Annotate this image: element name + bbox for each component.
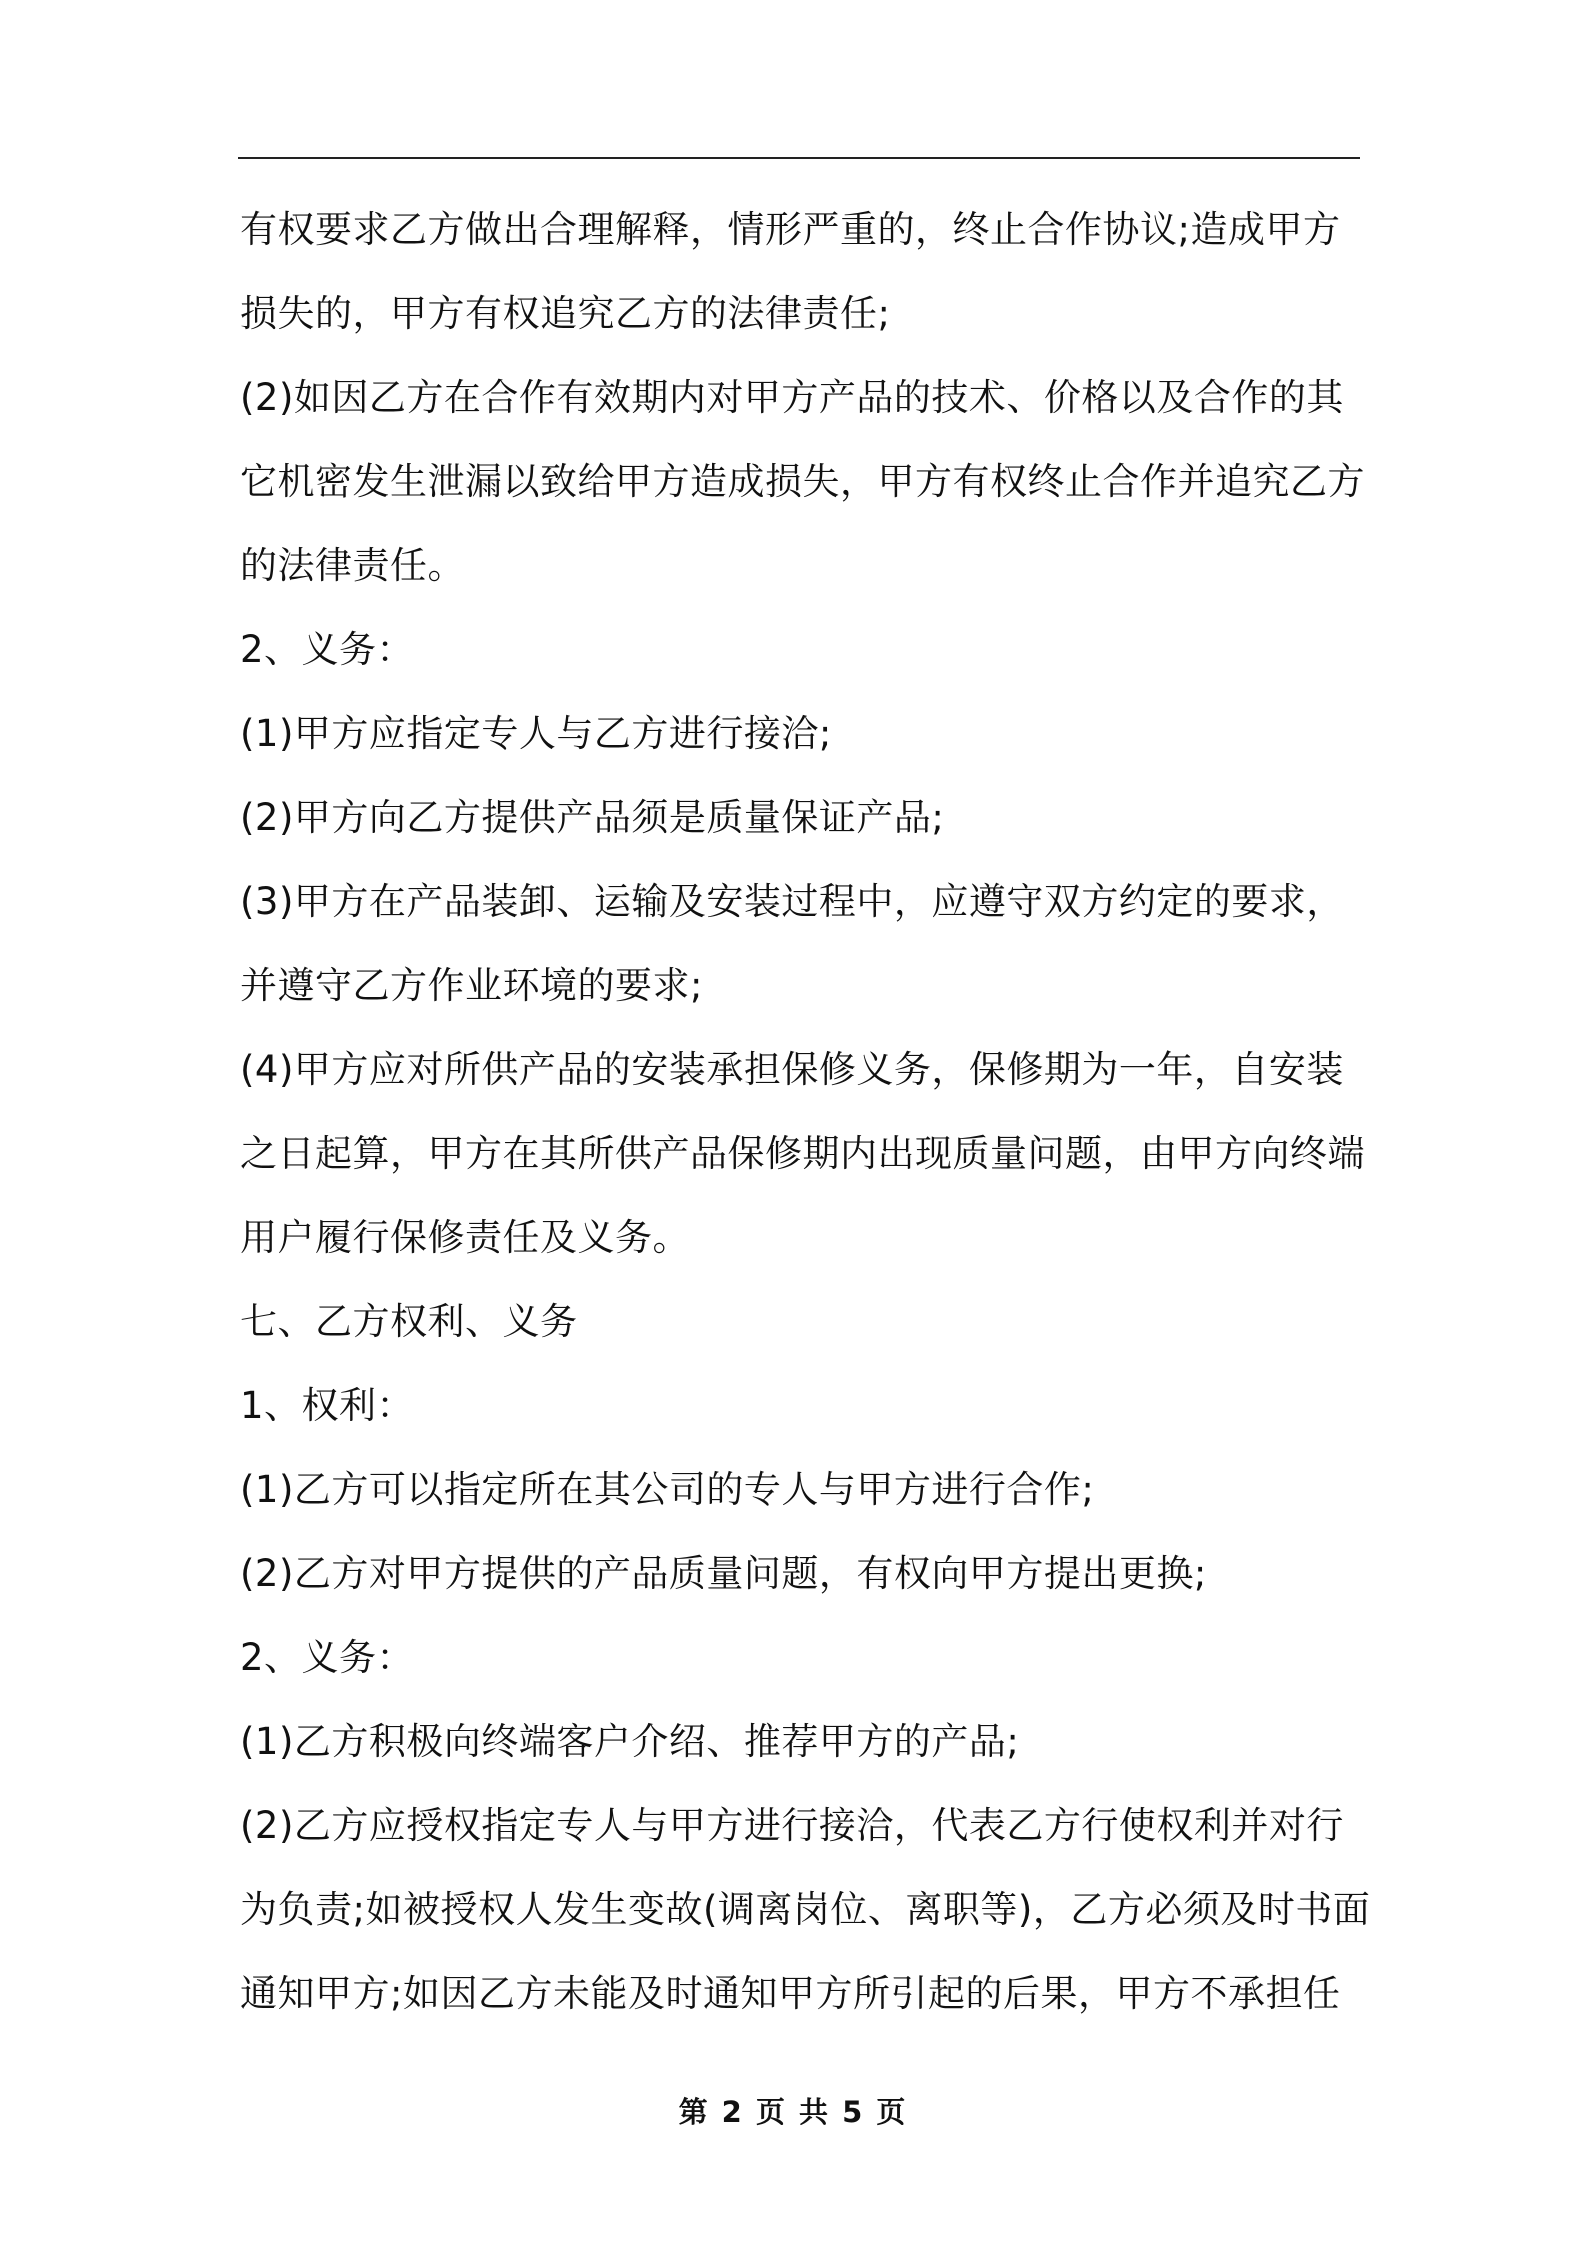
text-line: 通知甲方;如因乙方未能及时通知甲方所引起的后果，甲方不承担任 [240,1972,1341,2015]
document-body [240,188,1371,2036]
text-line: 的法律责任。 [240,544,465,587]
section-heading: 七、乙方权利、义务 [240,1300,578,1343]
section-heading: 2、义务： [240,628,415,671]
text-line: (4)甲方应对所供产品的安装承担保修义务，保修期为一年，自安装 [240,1048,1344,1091]
text-line: (2)如因乙方在合作有效期内对甲方产品的技术、价格以及合作的其 [240,376,1344,419]
text-line: 损失的，甲方有权追究乙方的法律责任; [240,292,891,335]
text-line: (1)乙方可以指定所在其公司的专人与甲方进行合作; [240,1468,1095,1511]
text-line: 它机密发生泄漏以致给甲方造成损失，甲方有权终止合作并追究乙方 [240,460,1365,503]
page-number-footer: 第 2 页 共 5 页 [678,2095,908,2129]
text-line: (2)乙方对甲方提供的产品质量问题，有权向甲方提出更换; [240,1552,1207,1595]
text-line: 有权要求乙方做出合理解释，情形严重的，终止合作协议;造成甲方 [240,208,1341,251]
text-line: 并遵守乙方作业环境的要求; [240,964,703,1007]
header-divider [238,157,1360,159]
text-line: (1)甲方应指定专人与乙方进行接洽; [240,712,832,755]
text-line: 为负责;如被授权人发生变故(调离岗位、离职等)，乙方必须及时书面 [240,1888,1371,1931]
text-line: 用户履行保修责任及义务。 [240,1216,690,1259]
text-line: 之日起算，甲方在其所供产品保修期内出现质量问题，由甲方向终端 [240,1132,1365,1175]
section-heading: 1、权利： [240,1384,415,1427]
text-line: (2)甲方向乙方提供产品须是质量保证产品; [240,796,945,839]
text-line: (3)甲方在产品装卸、运输及安装过程中，应遵守双方约定的要求， [240,880,1344,923]
text-line: (2)乙方应授权指定专人与甲方进行接洽，代表乙方行使权利并对行 [240,1804,1344,1847]
text-line: (1)乙方积极向终端客户介绍、推荐甲方的产品; [240,1720,1020,1763]
section-heading: 2、义务： [240,1636,415,1679]
